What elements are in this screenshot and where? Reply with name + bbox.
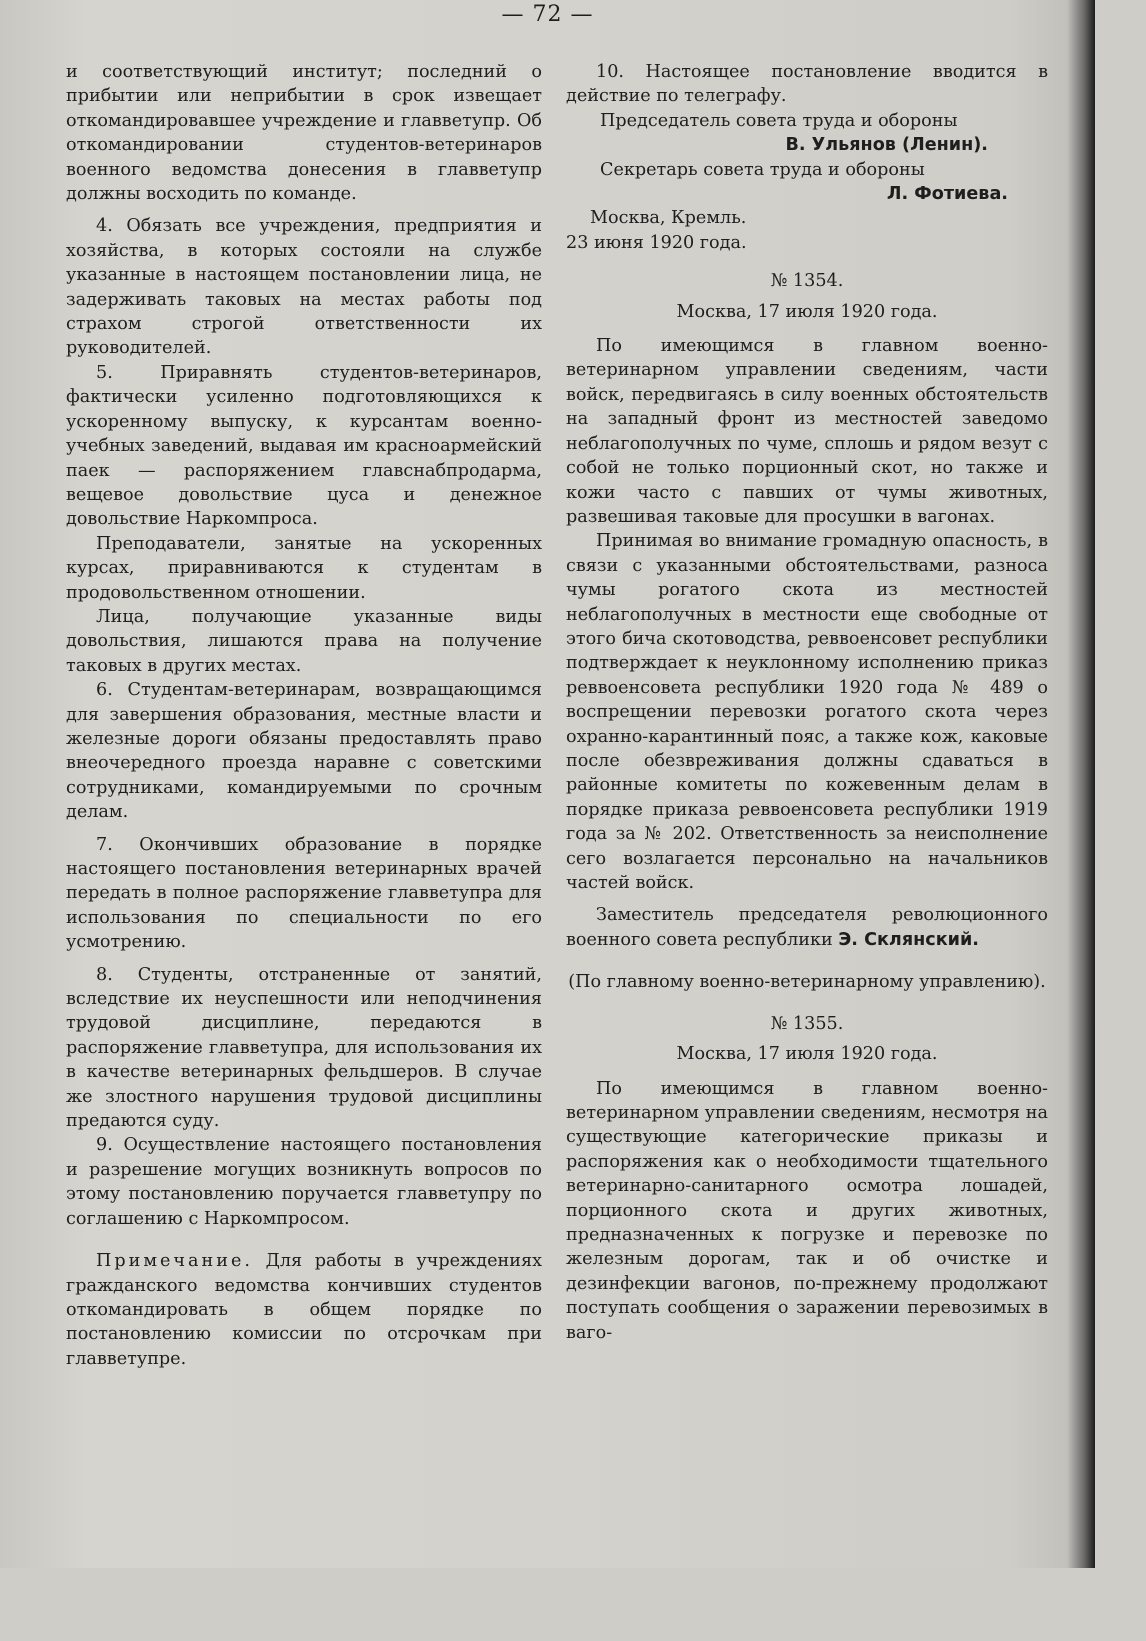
note-text: Для работы в учреждениях гражданского ведомства кончивших студентов откомандировать в общем порядке по постановлению комиссии по отсрочкам при главветупре. (66, 1251, 542, 1369)
secretary-name: Л. Фотиева. (886, 184, 1008, 205)
paragraph-item-9: 9. Осуществление настоящего постановления и разрешение могущих возникнуть вопросов по этому постановлению поручается главветупру по соглашению с Наркомпросом. (66, 1135, 542, 1229)
place: Москва, Кремль. (590, 208, 747, 229)
doc-1354-signature (566, 903, 1048, 952)
doc-1354-paragraph-2: Принимая во внимание громадную опасность, в связи с указанными обстоятельствами, разноса чумы рогатого скота из местностей неблагополучных в местности еще свободные от этого бича скотоводства, реввоенсовет республики подтверждает к неуклонному исполнению приказ реввоенсовета республики 1920 года № 489 о воспрещении перевозки рогатого скота через охранно-карантинный пояс, а также кож, каковые после обезвреживания должны сдаваться в районные комитеты по кожевенным делам в порядке приказа реввоенсовета республики 1919 года за № 202. Ответственность за неисполнение сего возлагается персонально на начальников частей войск. (566, 531, 1048, 893)
paragraph-item-7: 7. Окончивших образование в порядке настоящего постановления ветеринарных врачей передать в полное распоряжение главветупра для использования по специальности по его усмотрению. (66, 834, 542, 953)
paragraph-persons: Лица, получающие указанные виды довольствия, лишаются права на получение таковых в других местах. (66, 606, 542, 676)
doc-1354-paragraph-1: По имеющимся в главном военно-ветеринарном управлении сведениям, части войск, передвигаясь в силу военных обстоятельств на западный фронт из местностей заведомо неблагополучных по чуме, сплошь и рядом везут с собой не только порционный скот, но также и кожи часто с павших от чумы животных, развешивая таковые для просушки в вагонах. (566, 336, 1048, 527)
note-label: Примечание. (96, 1251, 254, 1272)
doc-1354-signer-title: Заместитель председателя революционного военного совета республики (566, 905, 1048, 950)
signing-date: 23 июня 1920 года. (566, 232, 747, 253)
doc-1354-date: Москва, 17 июля 1920 года. (676, 301, 938, 322)
doc-1355-paragraph: По имеющимся в главном военно-ветеринарном управлении сведениям, несмотря на существующие категорические приказы и распоряжения как о необходимости тщательного ветеринарно-санитарного осмотра лошадей, порционного скота и других животных, предназначенных к погрузке и перевозке по железным дорогам, так и об очистке и дезинфекции вагонов, по-прежнему продолжают поступать сообщения о заражении перевозимых в ваго- (566, 1078, 1048, 1343)
paragraph-continuation: и соответствующий институт; последний о прибытии или неприбытии в срок извещает откомандировавшее учреждение и главветупр. Об откомандировании студентов-ветеринаров военного ведомства донесения в главветупр должны восходить по команде. (66, 62, 542, 205)
paragraph-teachers: Преподаватели, занятые на ускоренных курсах, приравниваются к студентам в продовольственном отношении. (66, 533, 542, 603)
right-column (566, 60, 1048, 1345)
paragraph-item-4: 4. Обязать все учреждения, предприятия и хозяйства, в которых состояли на службе указанные в настоящем постановлении лица, не задерживать таковых на местах работы под страхом строгой ответственности их руководителей. (66, 216, 542, 359)
paragraph-item-10: 10. Настоящее постановление вводится в действие по телеграфу. (566, 62, 1048, 107)
paragraph-item-8: 8. Студенты, отстраненные от занятий, вследствие их неуспешности или неподчинения трудовой дисциплине, передаются в распоряжение главветупра, для использования их в качестве ветеринарных фельдшеров. В случае же злостного нарушения трудовой дисциплины предаются суду. (66, 964, 542, 1132)
paragraph-item-5: 5. Приравнять студентов-ветеринаров, фактически усиленно подготовляющихся к ускоренному выпуску, к курсантам военно-учебных заведений, выдавая им красноармейский паек — распоряжением главснабпродарма, вещевое довольствие цуса и денежное довольствие Наркомпроса. (66, 362, 542, 530)
paragraph-item-6: 6. Студентам-ветеринарам, возвращающимся для завершения образования, местные власти и железные дороги обязаны предоставлять право внеочередного проезда наравне с советскими сотрудниками, командируемыми по срочным делам. (66, 680, 542, 823)
secretary-title: Секретарь совета труда и обороны (600, 159, 925, 180)
left-column (66, 60, 542, 1371)
doc-1355-number: № 1355. (770, 1013, 844, 1034)
chair-name: В. Ульянов (Ленин). (785, 135, 988, 156)
page-number: — 72 — (501, 2, 594, 27)
doc-1354-number: № 1354. (770, 271, 844, 292)
doc-1354-addressee: (По главному военно-ветеринарному управлению). (568, 971, 1046, 992)
page-edge-shadow (1067, 0, 1095, 1568)
doc-1354-signer-name: Э. Склянский. (838, 929, 979, 950)
note-paragraph (66, 1249, 542, 1371)
chair-title: Председатель совета труда и обороны (600, 110, 958, 131)
doc-1355-date: Москва, 17 июля 1920 года. (676, 1044, 938, 1065)
